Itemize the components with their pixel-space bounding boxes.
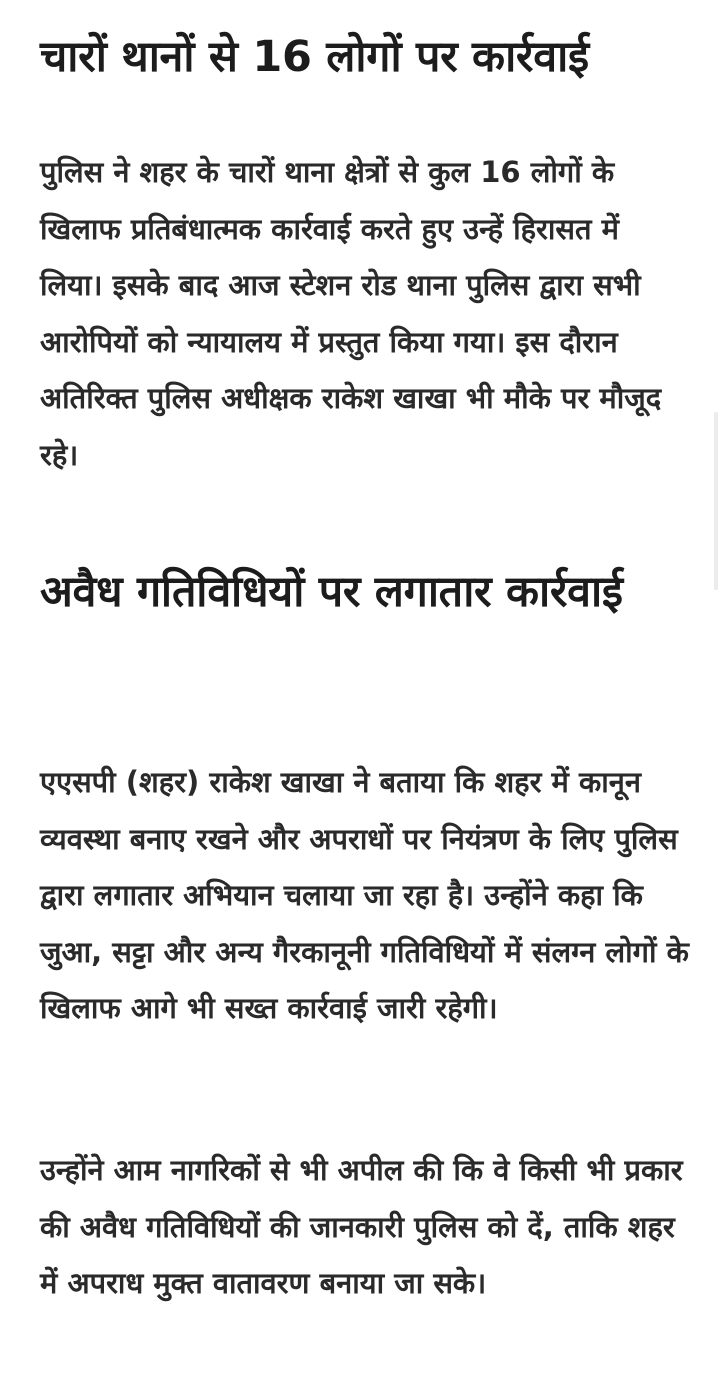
paragraph-public-appeal: उन्होंने आम नागरिकों से भी अपील की कि वे किसी भी प्रकार की अवैध गतिविधियों की जानकारी पुलिस को दें, ताकि शहर में अपराध मुक्त वातावरण बनाया जा सके। [40, 1153, 683, 1300]
section-heading-continuous-action: अवैध गतिविधियों पर लगातार कार्रवाई [40, 567, 623, 617]
section-heading-arrests: चारों थानों से 16 लोगों पर कार्रवाई [40, 32, 589, 82]
paragraph-arrests-detail: पुलिस ने शहर के चारों थाना क्षेत्रों से कुल 16 लोगों के खिलाफ प्रतिबंधात्मक कार्रवाई करते हुए उन्हें हिरासत में लिया। इसके बाद आज स्टेशन रोड थाना पुलिस द्वारा सभी आरोपियों को न्यायालय में प्रस्तुत किया गया। इस दौरान अतिरिक्त पुलिस अधीक्षक राकेश खाखा भी मौके पर मौजूद रहे। [40, 155, 662, 472]
paragraph-asp-statement: एएसपी (शहर) राकेश खाखा ने बताया कि शहर में कानून व्यवस्था बनाए रखने और अपराधों पर नियंत्रण के लिए पुलिस द्वारा लगातार अभियान चलाया जा रहा है। उन्होंने कहा कि जुआ, सट्टा और अन्य गैरकानूनी गतिविधियों में संलग्न लोगों के खिलाफ आगे भी सख्त कार्रवाई जारी रहेगी। [40, 765, 689, 1025]
scrollbar-thumb[interactable] [714, 412, 718, 590]
